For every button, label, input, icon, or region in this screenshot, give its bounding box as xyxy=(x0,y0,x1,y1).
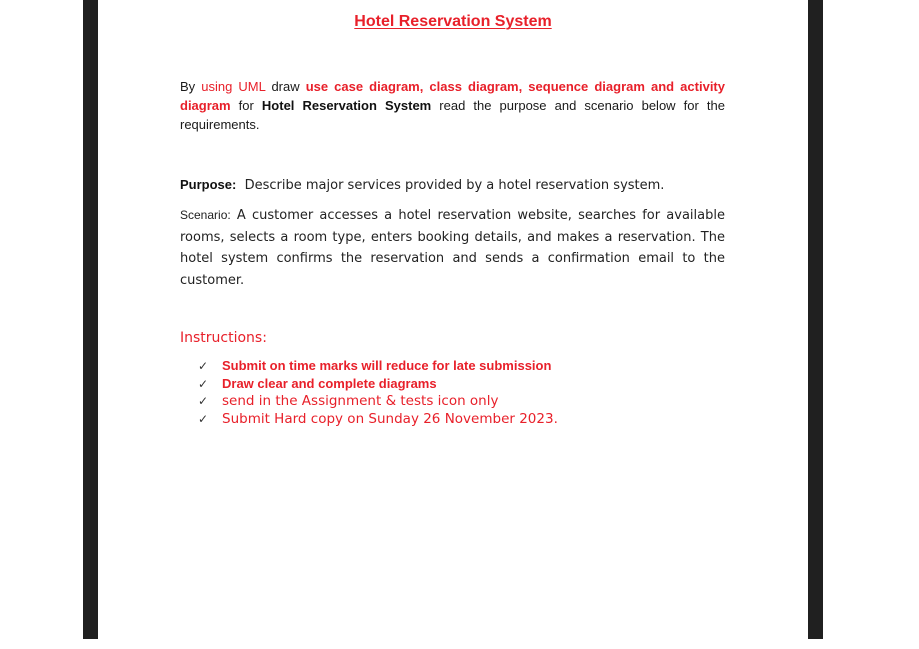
left-border-bar xyxy=(83,0,98,639)
intro-by: By xyxy=(180,79,202,94)
instruction-text: Submit Hard copy on Sunday 26 November 2023. xyxy=(222,410,558,427)
purpose-label: Purpose: xyxy=(180,177,237,192)
instruction-item xyxy=(198,358,558,376)
intro-for: for xyxy=(230,98,262,113)
right-border-bar xyxy=(808,0,823,639)
intro-rest: read the purpose and scenario below for the requirements. xyxy=(180,98,725,132)
intro-diagrams: use case diagram, class diagram, sequence diagram and activity diagram xyxy=(180,79,725,113)
check-icon: ✓ xyxy=(198,411,209,426)
intro-system-name: Hotel Reservation System xyxy=(261,98,432,113)
check-icon: ✓ xyxy=(198,359,209,373)
purpose-text: Describe major services provided by a hotel reservation system. xyxy=(236,178,665,193)
document-page xyxy=(98,0,808,639)
instruction-item xyxy=(198,376,558,394)
scenario-label: Scenario: xyxy=(180,208,231,222)
instruction-item xyxy=(198,411,558,429)
instruction-text: Draw clear and complete diagrams xyxy=(222,375,437,391)
document-title: Hotel Reservation System xyxy=(354,13,552,30)
instruction-text: Submit on time marks will reduce for late submission xyxy=(222,358,552,373)
check-icon: ✓ xyxy=(198,376,209,391)
scenario-text: A customer accesses a hotel reservation website, searches for available rooms, selects a room type, enters booking details, and makes a reservation. The hotel system confirms the reservation and sends a confirmation email to the customer. xyxy=(180,208,725,288)
scenario-paragraph xyxy=(180,205,725,291)
intro-draw: draw xyxy=(265,79,306,94)
instruction-text: send in the Assignment & tests icon only xyxy=(222,393,499,409)
instructions-list xyxy=(198,358,558,428)
instructions-title: Instructions: xyxy=(180,330,267,346)
intro-using-uml: using UML xyxy=(201,79,266,94)
purpose-paragraph xyxy=(180,175,740,195)
instruction-item xyxy=(198,393,558,411)
check-icon: ✓ xyxy=(198,394,209,408)
intro-paragraph xyxy=(180,77,725,134)
